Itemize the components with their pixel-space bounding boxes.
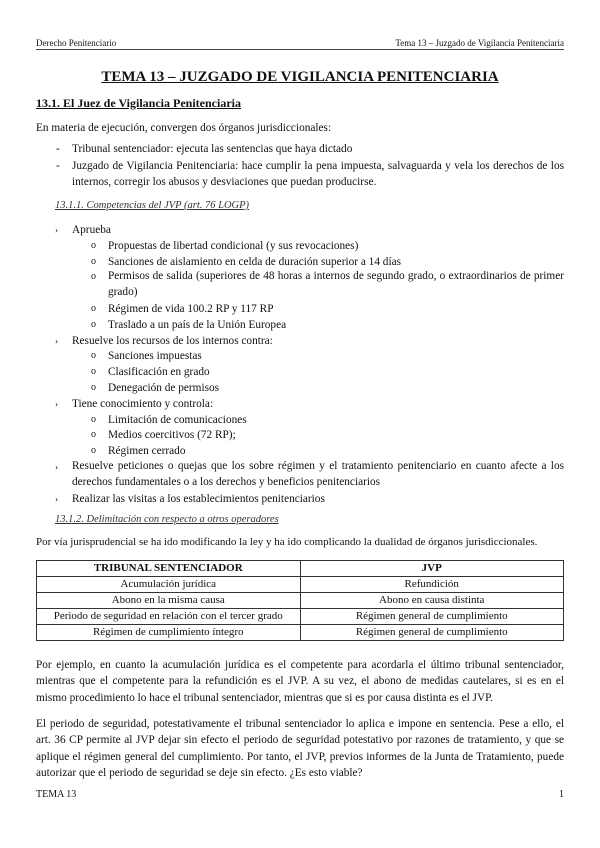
dash-bullet: -: [56, 143, 60, 155]
table-cell: Régimen de cumplimiento íntegro: [37, 625, 301, 641]
section-heading: 13.1. El Juez de Vigilancia Penitenciaria: [36, 96, 241, 110]
circle-bullet-icon: o: [91, 303, 96, 314]
competence-item: Resuelve los recursos de los internos contra:: [72, 334, 273, 347]
table-header: TRIBUNAL SENTENCIADOR: [37, 561, 301, 577]
competence-subitem: Denegación de permisos: [108, 382, 220, 394]
competence-item: Tiene conocimiento y controla:: [72, 397, 214, 410]
header-left: Derecho Penitenciario: [36, 38, 117, 48]
circle-bullet-icon: o: [91, 350, 96, 362]
organ-item: Tribunal sentenciador: ejecuta las sentencias que haya dictado: [72, 143, 353, 155]
circle-bullet-icon: o: [91, 366, 96, 378]
circle-bullet-icon: o: [91, 271, 96, 283]
table-cell: Periodo de seguridad en relación con el tercer grado: [37, 609, 301, 625]
header-rule: [36, 49, 564, 50]
competence-item: Realizar las visitas a los establecimientos penitenciarios: [72, 492, 325, 505]
subsection-heading: 13.1.2. Delimitación con respecto a otros operadores: [55, 514, 279, 525]
table-cell: Régimen general de cumplimiento: [300, 625, 564, 641]
arrow-bullet-icon: ›: [55, 335, 58, 346]
table-row: [37, 577, 564, 593]
competence-subitem: Sanciones impuestas: [108, 350, 202, 363]
dash-bullet: -: [56, 160, 60, 172]
table-cell: Abono en causa distinta: [300, 593, 564, 609]
table-cell: Abono en la misma causa: [37, 593, 301, 609]
arrow-bullet-icon: ›: [55, 493, 58, 504]
table-row: [37, 609, 564, 625]
circle-bullet-icon: o: [91, 429, 96, 441]
table-row: [37, 625, 564, 641]
paragraph: El periodo de seguridad, potestativamente el tribunal sentenciador lo aplica e impone en sentencia. Pese a ello, el art. 36 CP permite al JVP dejar sin efecto el periodo de seguridad potestativo por razones de tratamiento, y que se aplique el régimen general del cumplimiento. Por tanto, el JVP, previos informes de la Junta de Tratamiento, puede autorizar que el periodo de seguridad se deje sin efecto. ¿Es esto viable?: [36, 718, 564, 779]
comparison-table: [36, 560, 564, 641]
footer-left: TEMA 13: [36, 789, 77, 800]
subsection-heading: 13.1.1. Competencias del JVP (art. 76 LOGP): [55, 200, 250, 211]
table-cell: Acumulación jurídica: [37, 577, 301, 593]
circle-bullet-icon: o: [91, 239, 96, 251]
table-row: [37, 593, 564, 609]
header-right: Tema 13 – Juzgado de Vigilancia Penitenciaria: [395, 38, 564, 48]
competence-subitem: Sanciones de aislamiento en celda de duración superior a 14 días: [108, 255, 401, 268]
competence-item: Aprueba: [72, 224, 111, 236]
competence-subitem: Régimen cerrado: [108, 445, 186, 458]
arrow-bullet-icon: ›: [55, 225, 58, 235]
arrow-bullet-icon: ›: [55, 462, 58, 472]
competence-subitem: Traslado a un país de la Unión Europea: [108, 318, 287, 331]
delimitation-intro: Por vía jurisprudencial se ha ido modificando la ley y ha ido complicando la dualidad de órganos jurisdiccionales.: [36, 536, 538, 548]
competence-subitem: Propuestas de libertad condicional (y sus revocaciones): [108, 239, 359, 252]
intro-text: En materia de ejecución, convergen dos órganos jurisdiccionales:: [36, 122, 332, 134]
circle-bullet-icon: o: [91, 445, 96, 457]
competence-subitem: Limitación de comunicaciones: [108, 413, 247, 426]
paragraph: Por ejemplo, en cuanto la acumulación jurídica es el competente para acordarla el último tribunal sentenciador, mientras que el competente para la refundición es el JVP. A su vez, el abono de medidas cautelares, si es en el mismo procedimiento lo hace el tribunal sentenciador, mientras que si es por causa distinta es el JVP.: [36, 659, 564, 704]
organ-item: Juzgado de Vigilancia Penitenciaria: hace cumplir la pena impuesta, salvaguarda y vela los derechos de los internos, corregir los abusos y desviaciones que puedan producirse.: [72, 160, 564, 189]
page-title: TEMA 13 – JUZGADO DE VIGILANCIA PENITENCIARIA: [101, 69, 499, 85]
table-header: JVP: [300, 561, 564, 577]
table-cell: Régimen general de cumplimiento: [300, 609, 564, 625]
circle-bullet-icon: o: [91, 382, 96, 393]
competence-subitem: Permisos de salida (superiores de 48 horas a internos de segundo grado, o extraordinarios de primer grado): [108, 270, 564, 299]
circle-bullet-icon: o: [91, 255, 96, 267]
table-cell: Refundición: [300, 577, 564, 593]
competence-subitem: Régimen de vida 100.2 RP y 117 RP: [108, 303, 274, 315]
competence-subitem: Medios coercitivos (72 RP);: [108, 429, 236, 442]
arrow-bullet-icon: ›: [55, 398, 58, 409]
page-number: 1: [559, 789, 564, 800]
circle-bullet-icon: o: [91, 318, 96, 330]
table-header-row: [37, 561, 564, 577]
competence-item: Resuelve peticiones o quejas que los sobre régimen y el tratamiento penitenciario en cuanto afecte a los derechos fundamentales o a los derechos y beneficios penitenciarios: [72, 460, 564, 488]
competence-subitem: Clasificación en grado: [108, 366, 210, 379]
circle-bullet-icon: o: [91, 413, 96, 425]
